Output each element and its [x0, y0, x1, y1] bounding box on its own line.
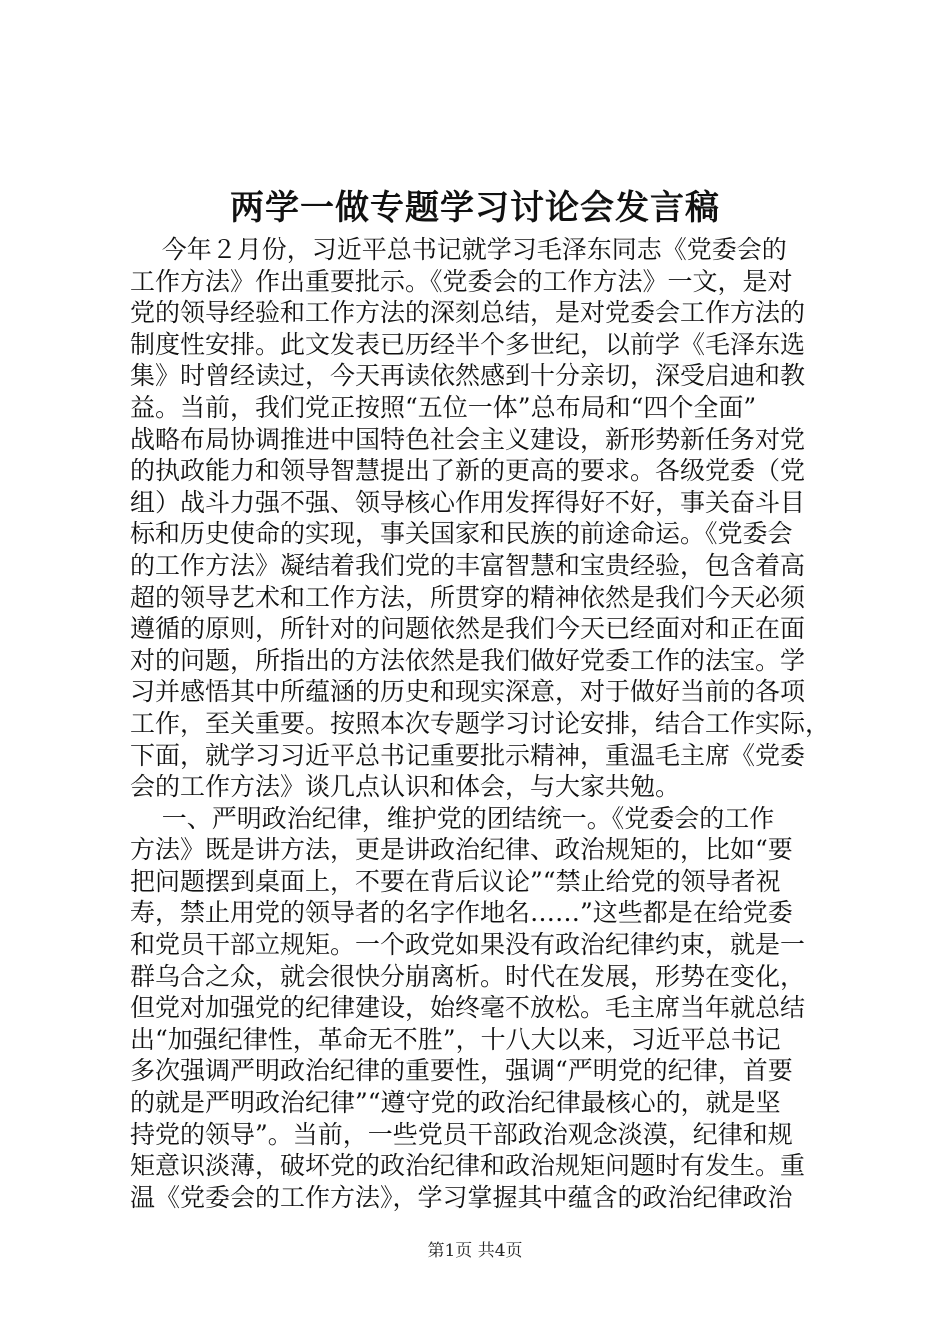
body-line: 的就是严明政治纪律”“遵守党的政治纪律最核心的，就是坚 — [130, 1088, 781, 1118]
body-line: 多次强调严明政治纪律的重要性，强调“严明党的纪律，首要 — [130, 1056, 793, 1086]
body-line: 和党员干部立规矩。一个政党如果没有政治纪律约束，就是一 — [130, 930, 806, 960]
body-line: 持党的领导”。当前，一些党员干部政治观念淡漠，纪律和规 — [130, 1119, 793, 1149]
body-line: 益。当前，我们党正按照“五位一体”总布局和“四个全面” — [130, 392, 757, 422]
body-line: 下面，就学习习近平总书记重要批示精神，重温毛主席《党委 — [130, 740, 806, 770]
page-footer: 第1页 共4页 — [427, 1241, 523, 1261]
body-line: 党的领导经验和工作方法的深刻总结，是对党委会工作方法的 — [130, 298, 806, 328]
body-line: 把问题摆到桌面上，不要在背后议论”“禁止给党的领导者祝 — [130, 866, 781, 896]
body-line: 工作，至关重要。按照本次专题学习讨论安排，结合工作实际， — [130, 708, 831, 738]
body-line: 一、严明政治纪律，维护党的团结统一。《党委会的工作 — [130, 803, 775, 833]
body-line: 制度性安排。此文发表已历经半个多世纪，以前学《毛泽东选 — [130, 329, 806, 359]
body-line: 超的领导艺术和工作方法，所贯穿的精神依然是我们今天必须 — [130, 582, 806, 612]
body-line: 方法》既是讲方法，更是讲政治纪律、政治规矩的，比如“要 — [130, 835, 793, 865]
body-line: 寿，禁止用党的领导者的名字作地名……”这些都是在给党委 — [130, 898, 793, 928]
body-line: 标和历史使命的实现，事关国家和民族的前途命运。《党委会 — [130, 519, 793, 549]
body-line: 组）战斗力强不强、领导核心作用发挥得好不好，事关奋斗目 — [130, 487, 806, 517]
document-title: 两学一做专题学习讨论会发言稿 — [230, 188, 720, 228]
body-line: 出“加强纪律性，革命无不胜”，十八大以来，习近平总书记 — [130, 1024, 781, 1054]
document-body — [130, 234, 830, 1213]
body-line: 温《党委会的工作方法》，学习掌握其中蕴含的政治纪律政治 — [130, 1182, 793, 1212]
body-line: 习并感悟其中所蕴涵的历史和现实深意，对于做好当前的各项 — [130, 677, 806, 707]
body-line: 会的工作方法》谈几点认识和体会，与大家共勉。 — [130, 772, 681, 802]
body-line: 的执政能力和领导智慧提出了新的更高的要求。各级党委（党 — [130, 456, 806, 486]
body-line: 集》时曾经读过，今天再读依然感到十分亲切，深受启迪和教 — [130, 361, 806, 391]
body-line: 工作方法》作出重要批示。《党委会的工作方法》一文，是对 — [130, 266, 793, 296]
body-line: 但党对加强党的纪律建设，始终毫不放松。毛主席当年就总结 — [130, 993, 806, 1023]
body-line: 对的问题，所指出的方法依然是我们做好党委工作的法宝。学 — [130, 645, 806, 675]
body-line: 战略布局协调推进中国特色社会主义建设，新形势新任务对党 — [130, 424, 806, 454]
body-line: 矩意识淡薄，破坏党的政治纪律和政治规矩问题时有发生。重 — [130, 1151, 806, 1181]
body-line: 的工作方法》凝结着我们党的丰富智慧和宝贵经验，包含着高 — [130, 550, 806, 580]
body-line: 群乌合之众，就会很快分崩离析。时代在发展，形势在变化， — [130, 961, 806, 991]
body-line: 遵循的原则，所针对的问题依然是我们今天已经面对和正在面 — [130, 614, 806, 644]
body-line: 今年２月份，习近平总书记就学习毛泽东同志《党委会的 — [130, 235, 787, 264]
